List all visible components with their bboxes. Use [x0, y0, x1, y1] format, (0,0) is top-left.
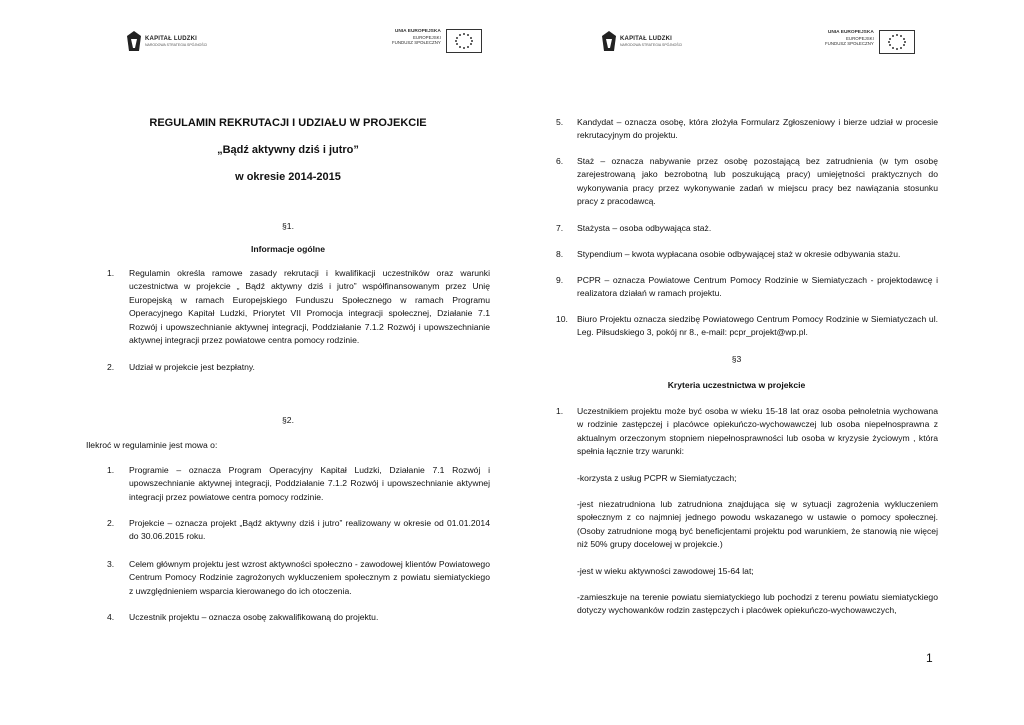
- s2-item5-text: Kandydat – oznacza osobę, która złożyła Formularz Zgłoszeniowy i bierze udział w procesie rekrutacyjnym do projektu.: [577, 117, 938, 141]
- section3-heading: Kryteria uczestnictwa w projekcie: [667, 380, 806, 390]
- s2-item2-number: 2.: [107, 518, 115, 528]
- document-title: REGULAMIN REKRUTACJI I UDZIAŁU W PROJEKCIE: [149, 117, 427, 129]
- kapital-ludzki-title-right: KAPITAŁ LUDZKI: [620, 35, 673, 42]
- eu-line3-right: FUNDUSZ SPOŁECZNY: [825, 41, 874, 46]
- s2-item8-text: Stypendium – kwota wypłacana osobie odbywającej staż w okresie odbywania stażu.: [577, 249, 901, 259]
- s3-item1-text: Uczestnikiem projektu może być osoba w wieku 15-18 lat oraz osoba pełnoletnia wychowana w rodzinie zastępczej i placówce opiekuńczo-wychowawczej lub osoba niepełnosprawna z aktualnym orzeczonym stopniem niepełnosprawności lub osoba w kryzysie życiowym , która spełnia łącznie trzy warunki:: [577, 406, 938, 457]
- kapital-ludzki-emblem-icon: [601, 30, 617, 52]
- kapital-ludzki-emblem-icon: [126, 30, 142, 52]
- s2-item10-text: Biuro Projektu oznacza siedzibę Powiatowego Centrum Pomocy Rodzinie w Siemiatyczach ul. Leg. Piłsudskiego 3, pokój nr 8., e-mail: pcpr_projekt@wp.pl.: [577, 314, 938, 338]
- s1-item1-text: Regulamin określa ramowe zasady rekrutacji i kwalifikacji uczestników oraz warunki uczestnictwa w projekcie „ Bądź aktywny dziś i jutro” współfinansowanym przez Unię Europejską w ramach Europejskiego Funduszu Społecznego w ramach Programu Operacyjnego Kapitał Ludzki, Priorytet VII Promocja integracji społecznej, Działanie 7.1 Rozwój i upowszechnianie aktywnej integracji, Poddziałanie 7.1.2 Rozwój i upowszechnianie aktywnej integracji przez powiatowe centra pomocy rodzinie.: [129, 268, 490, 346]
- kapital-ludzki-subtitle: NARODOWA STRATEGIA SPÓJNOŚCI: [145, 42, 208, 47]
- s2-item6-number: 6.: [556, 156, 564, 166]
- eu-line2: EUROPEJSKI: [412, 34, 441, 40]
- kapital-ludzki-title: KAPITAŁ LUDZKI: [145, 35, 198, 42]
- s2-item5-number: 5.: [556, 117, 564, 127]
- s3-condition-2: -jest niezatrudniona lub zatrudniona znajdująca się w sytuacji zagrożenia wykluczeniem społecznym z co najmniej jednego powodu wskazanego w ustawie o pomocy społecznej. (Osoby zatrudnione mogą być beneficjentami projektu pod warunkiem, że stanowią nie więcej niż 50% grupy docelowej w projekcie.): [577, 499, 938, 550]
- s2-item8-number: 8.: [556, 249, 564, 259]
- eu-flag-icon: [446, 29, 482, 53]
- s2-item3-text: Celem głównym projektu jest wzrost aktywności społeczno - zawodowej klientów Powiatowego Centrum Pomocy Rodzinie zagrożonych wykluczeniem społecznym z powiatu siemiatyckiego z uwzględnieniem wsparcia kierowanego do ich otoczenia.: [129, 559, 490, 596]
- section2-intro: Ilekroć w regulaminie jest mowa o:: [86, 440, 218, 450]
- eu-line3: FUNDUSZ SPOŁECZNY: [392, 40, 441, 45]
- section3-number: §3: [731, 354, 742, 364]
- eu-line2-right: EUROPEJSKI: [845, 35, 874, 41]
- s2-item1-text: Programie – oznacza Program Operacyjny Kapitał Ludzki, Działanie 7.1 Rozwój i upowszechnianie aktywnej integracji, Poddziałanie 7.1.2 Rozwój i upowszechnianie aktywnej integracji przez powiatowe centra pomocy rodzinie.: [129, 465, 490, 502]
- project-name: „Bądź aktywny dziś i jutro”: [217, 144, 359, 156]
- s2-item7-number: 7.: [556, 223, 564, 233]
- s2-item4-text: Uczestnik projektu – oznacza osobę zakwalifikowaną do projektu.: [129, 612, 379, 622]
- s2-item9-text: PCPR – oznacza Powiatowe Centrum Pomocy Rodzinie w Siemiatyczach - projektodawcę i realizatora działań w ramach projektu.: [577, 275, 938, 299]
- s2-item9-number: 9.: [556, 275, 564, 285]
- s1-item2-number: 2.: [107, 362, 115, 372]
- project-period: w okresie 2014-2015: [235, 171, 341, 183]
- eu-line1: UNIA EUROPEJSKA: [394, 29, 441, 34]
- eu-logo: [392, 29, 482, 53]
- s3-condition-3: -jest w wieku aktywności zawodowej 15-64 lat;: [577, 566, 754, 576]
- s2-item1-number: 1.: [107, 465, 115, 475]
- s2-item10-number: 10.: [556, 314, 568, 324]
- s2-item2-text: Projekcie – oznacza projekt „Bądź aktywny dziś i jutro” realizowany w okresie od 01.01.2014 do 30.06.2015 roku.: [129, 518, 490, 542]
- eu-line1-right: UNIA EUROPEJSKA: [827, 30, 874, 35]
- s1-item2-text: Udział w projekcie jest bezpłatny.: [129, 362, 255, 372]
- s3-condition-1: -korzysta z usług PCPR w Siemiatyczach;: [577, 473, 737, 483]
- eu-flag-icon: [879, 30, 915, 54]
- s2-item3-number: 3.: [107, 559, 115, 569]
- kapital-ludzki-subtitle-right: NARODOWA STRATEGIA SPÓJNOŚCI: [620, 42, 683, 47]
- kapital-ludzki-logo: [126, 30, 207, 52]
- s1-item1-number: 1.: [107, 268, 115, 278]
- s2-item7-text: Stażysta – osoba odbywająca staż.: [577, 223, 712, 233]
- s3-item1-number: 1.: [556, 406, 564, 416]
- s2-item4-number: 4.: [107, 612, 115, 622]
- section1-heading: Informacje ogólne: [250, 244, 325, 254]
- s3-condition-4: -zamieszkuje na terenie powiatu siemiatyckiego lub pochodzi z terenu powiatu siemiatyckiego dotyczy wychowanków rodzin zastępczych i placówek opiekuńczo-wychowawczych,: [577, 592, 938, 616]
- section2-number: §2.: [282, 415, 294, 425]
- s2-item6-text: Staż – oznacza nabywanie przez osobę pozostającą bez zatrudnienia (w tym osobę zarejestrowaną jako bezrobotną lub poszukującą pracy) umiejętności praktycznych do wykonywania pracy przez wykonywanie zadań w miejscu pracy bez nawiązania stosunku pracy z pracodawcą.: [577, 156, 938, 207]
- kapital-ludzki-logo-right: [601, 30, 682, 52]
- eu-logo-right: [825, 30, 915, 54]
- page-number: 1: [926, 651, 933, 665]
- section1-number: §1.: [282, 221, 294, 231]
